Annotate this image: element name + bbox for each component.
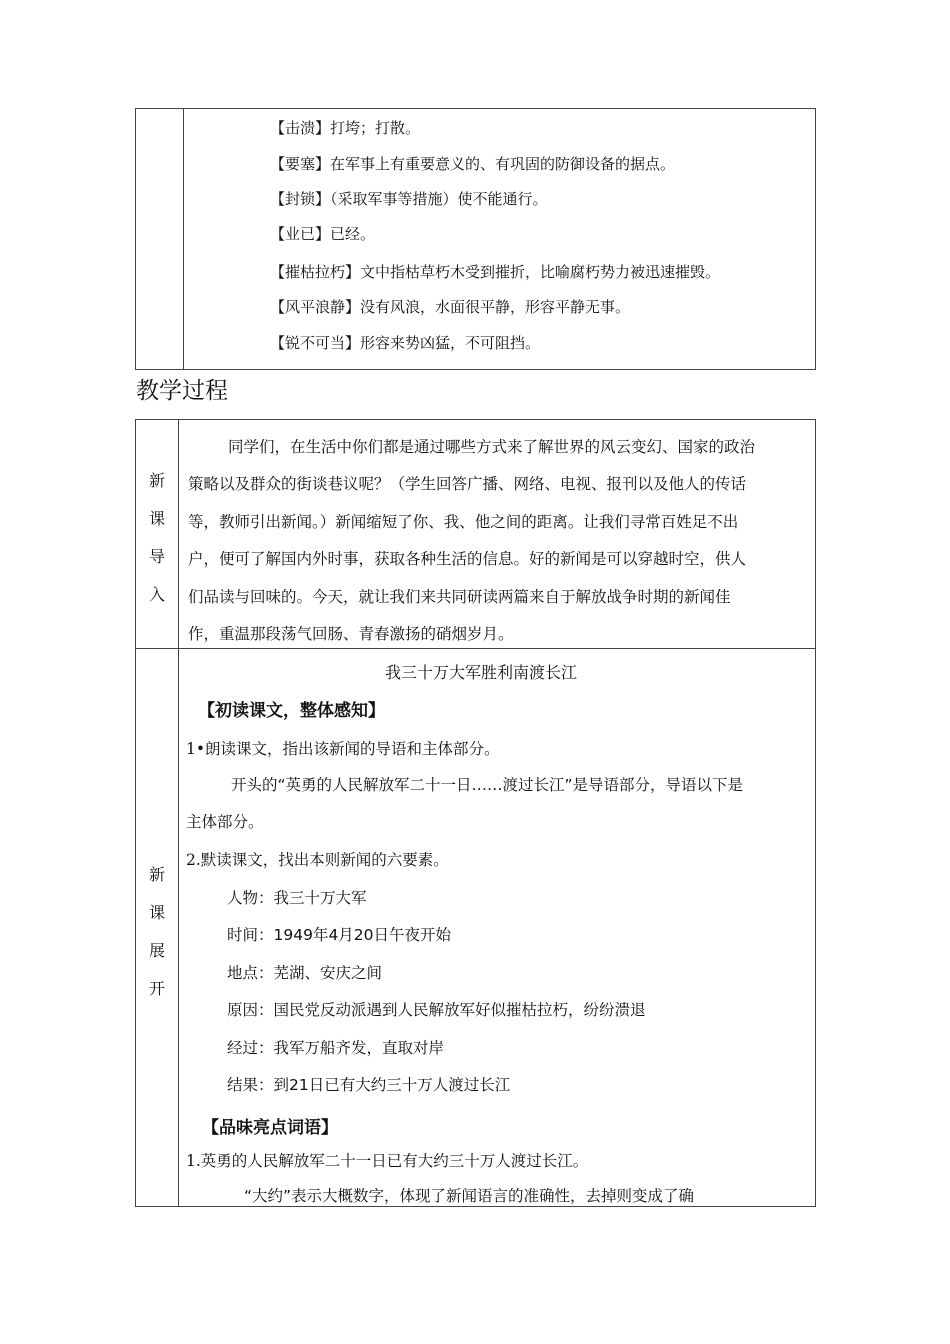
intro-label-char: 新 xyxy=(148,471,165,490)
article-title: 我三十万大军胜利南渡长江 xyxy=(385,663,578,682)
answer-1-line: 主体部分。 xyxy=(186,813,264,831)
development-label-char: 开 xyxy=(148,979,165,998)
news-element: 人物：我三十万大军 xyxy=(227,889,367,907)
intro-line: 们品读与回味的。今天，就让我们来共同研读两篇来自于解放战争时期的新闻佳 xyxy=(188,588,731,606)
intro-label-char: 课 xyxy=(148,509,165,528)
intro-label-char: 入 xyxy=(148,585,165,604)
development-label-char: 新 xyxy=(148,865,165,884)
intro-line: 作，重温那段荡气回肠、青春激扬的硝烟岁月。 xyxy=(188,625,514,643)
intro-line: 策略以及群众的街谈巷议呢？（学生回答广播、网络、电视、报刊以及他人的传话 xyxy=(188,475,747,493)
answer-1-line: 开头的“英勇的人民解放军二十一日……渡过长江”是导语部分，导语以下是 xyxy=(231,776,744,794)
vocabulary-left-cell xyxy=(136,109,184,369)
question-1: 1•朗读课文，指出该新闻的导语和主体部分。 xyxy=(186,740,500,758)
news-element: 时间：1949年4月20日午夜开始 xyxy=(227,926,452,944)
intro-label-char: 导 xyxy=(148,547,165,566)
intro-line: 户，便可了解国内外时事，获取各种生活的信息。好的新闻是可以穿越时空，供人 xyxy=(188,550,747,568)
section-heading: 教学过程 xyxy=(136,378,228,404)
row-divider xyxy=(136,648,815,649)
vocab-item: 【风平浪静】没有风浪，水面很平静，形容平静无事。 xyxy=(270,298,631,316)
news-element: 结果：到21日已有大约三十万人渡过长江 xyxy=(227,1076,511,1094)
question-2: 2.默读课文，找出本则新闻的六要素。 xyxy=(186,851,449,869)
vocab-item: 【锐不可当】形容来势凶猛，不可阻挡。 xyxy=(270,334,541,352)
news-element: 地点：芜湖、安庆之间 xyxy=(227,964,383,982)
vocab-item: 【摧枯拉朽】文中指枯草朽木受到摧折，比喻腐朽势力被迅速摧毁。 xyxy=(270,263,721,281)
word-example-1: 1.英勇的人民解放军二十一日已有大约三十万人渡过长江。 xyxy=(186,1152,589,1170)
vocab-item: 【业已】已经。 xyxy=(270,225,376,243)
vocab-item: 【封锁】（采取军事等措施）使不能通行。 xyxy=(270,190,548,208)
development-label-char: 课 xyxy=(148,903,165,922)
intro-label xyxy=(136,462,178,614)
word-example-1-note: “大约”表示大概数字，体现了新闻语言的准确性，去掉则变成了确 xyxy=(244,1187,695,1205)
first-read-heading: 【初读课文，整体感知】 xyxy=(198,701,385,721)
teaching-process-table xyxy=(135,419,816,1207)
intro-line: 同学们，在生活中你们都是通过哪些方式来了解世界的风云变幻、国家的政治 xyxy=(228,438,756,456)
vocab-item: 【击溃】打垮；打散。 xyxy=(270,119,421,137)
vocabulary-table xyxy=(135,108,816,370)
news-element: 原因：国民党反动派遇到人民解放军好似摧枯拉朽，纷纷溃退 xyxy=(227,1001,646,1019)
development-label xyxy=(136,856,178,1008)
column-divider xyxy=(178,420,179,1206)
news-element: 经过：我军万船齐发，直取对岸 xyxy=(227,1039,445,1057)
vocab-item: 【要塞】在军事上有重要意义的、有巩固的防御设备的据点。 xyxy=(270,155,676,173)
intro-line: 等，教师引出新闻。）新闻缩短了你、我、他之间的距离。让我们寻常百姓足不出 xyxy=(188,513,739,531)
development-label-char: 展 xyxy=(148,941,165,960)
highlight-words-heading: 【品味亮点词语】 xyxy=(202,1118,338,1138)
